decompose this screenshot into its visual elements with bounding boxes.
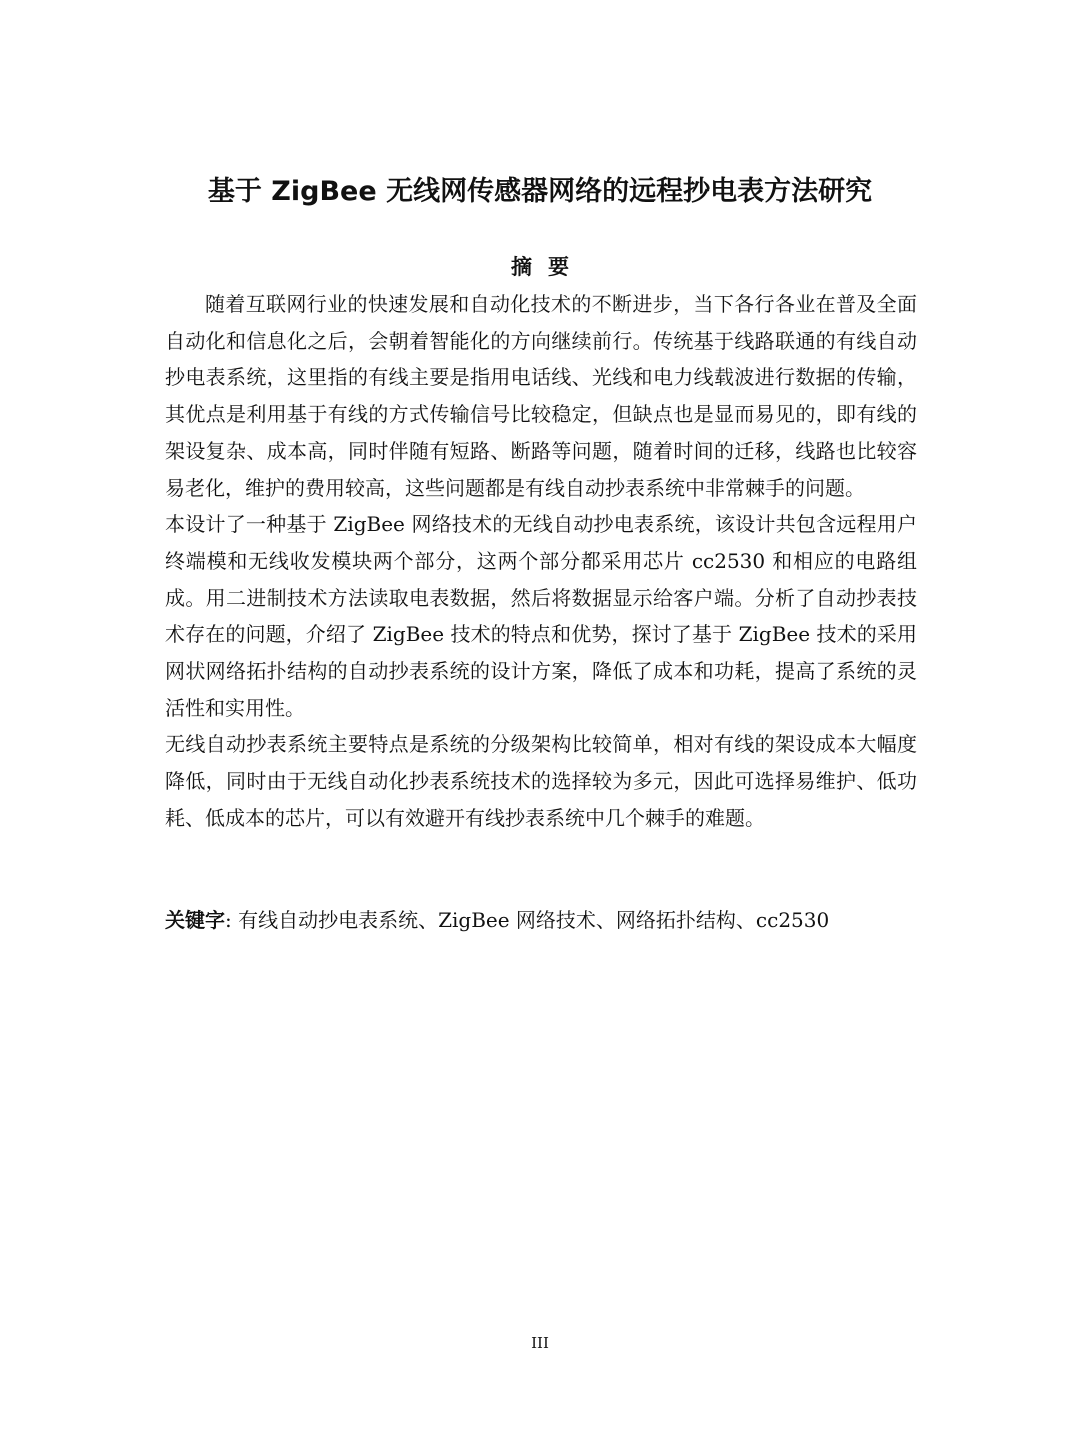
keywords-label: 关键字 <box>165 908 225 932</box>
document-title: 基于 ZigBee 无线网传感器网络的远程抄电表方法研究 <box>207 176 873 207</box>
keywords-separator: : <box>225 908 239 932</box>
page-number: III <box>531 1334 549 1352</box>
keywords-list: 有线自动抄电表系统、ZigBee 网络技术、网络拓扑结构、cc2530 <box>238 908 830 932</box>
abstract-body <box>165 286 917 837</box>
abstract-heading: 摘要 <box>511 255 585 279</box>
abstract-paragraph-1: 随着互联网行业的快速发展和自动化技术的不断进步，当下各行各业在普及全面自动化和信息化之后，会朝着智能化的方向继续前行。传统基于线路联通的有线自动抄电表系统，这里指的有线主要是指用电话线、光线和电力线载波进行数据的传输，其优点是利用基于有线的方式传输信号比较稳定，但缺点也是显而易见的，即有线的架设复杂、成本高，同时伴随有短路、断路等问题，随着时间的迁移，线路也比较容易老化，维护的费用较高，这些问题都是有线自动抄表系统中非常棘手的问题。 <box>165 292 917 500</box>
keywords-line <box>165 902 917 938</box>
abstract-paragraph-2: 本设计了一种基于 ZigBee 网络技术的无线自动抄电表系统，该设计共包含远程用户终端模和无线收发模块两个部分，这两个部分都采用芯片 cc2530 和相应的电路组成。用二进制技术方法读取电表数据，然后将数据显示给客户端。分析了自动抄表技术存在的问题，介绍了 ZigBee 技术的特点和优势，探讨了基于 ZigBee 技术的采用网状网络拓扑结构的自动抄表系统的设计方案，降低了成本和功耗，提高了系统的灵活性和实用性。 <box>165 512 917 720</box>
abstract-paragraph-3: 无线自动抄表系统主要特点是系统的分级架构比较简单，相对有线的架设成本大幅度降低，同时由于无线自动化抄表系统技术的选择较为多元，因此可选择易维护、低功耗、低成本的芯片，可以有效避开有线抄表系统中几个棘手的难题。 <box>165 732 917 830</box>
